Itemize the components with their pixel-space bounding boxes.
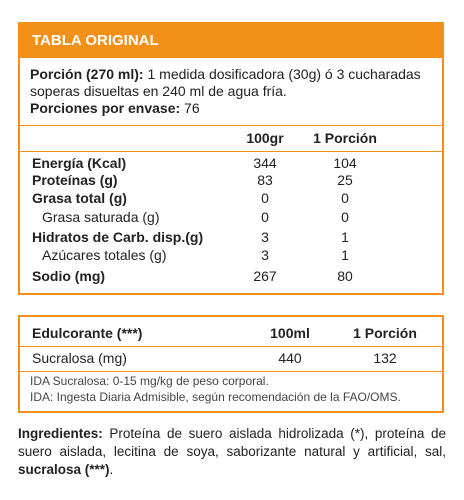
row-value-portion: 132 (373, 350, 397, 366)
row-value-portion: 104 (333, 155, 357, 171)
table-row (20, 190, 442, 207)
portion-info (30, 66, 434, 117)
col-portion: 1 Porción (313, 130, 377, 146)
row-label: Sucralosa (mg) (32, 350, 127, 366)
table-row (20, 350, 442, 367)
portion-label: Porción (270 ml): (30, 66, 144, 82)
row-value-100gr: 83 (257, 172, 273, 188)
row-label: Proteínas (g) (32, 172, 118, 188)
table-title: TABLA ORIGINAL (20, 24, 442, 58)
divider (20, 151, 442, 152)
sweetener-table (18, 315, 444, 413)
row-label: Grasa total (g) (32, 190, 127, 206)
table-row (20, 209, 442, 226)
row-label: Azúcares totales (g) (42, 247, 167, 263)
row-value-portion: 0 (341, 190, 349, 206)
nutrition-table (18, 22, 444, 295)
portion-text: 1 medida dosificadora (30g) ó 3 cucharadas soperas disueltas en 240 ml de agua fría. (30, 66, 421, 99)
row-value-100gr: 3 (261, 229, 269, 245)
table-row (20, 155, 442, 172)
row-label: Sodio (mg) (32, 268, 106, 284)
row-value-portion: 1 (341, 229, 349, 245)
row-label: Energía (Kcal) (32, 155, 127, 171)
sweetener-label: Edulcorante (***) (32, 325, 143, 341)
col-portion: 1 Porción (353, 325, 417, 341)
row-value-portion: 1 (341, 247, 349, 263)
row-value-100ml: 440 (278, 350, 302, 366)
table-row (20, 172, 442, 189)
row-value-100gr: 0 (261, 190, 269, 206)
column-header-row (20, 130, 442, 147)
divider (20, 371, 442, 372)
row-value-portion: 0 (341, 209, 349, 225)
col-100ml: 100ml (270, 325, 310, 341)
divider (20, 346, 442, 347)
servings-value: 76 (180, 100, 200, 116)
row-value-100gr: 267 (253, 268, 277, 284)
row-value-portion: 25 (337, 172, 353, 188)
row-value-100gr: 0 (261, 209, 269, 225)
ida-definition: IDA: Ingesta Diaria Admisible, según recomendación de la FAO/OMS. (30, 390, 401, 404)
row-value-portion: 80 (337, 268, 353, 284)
ingredients-label: Ingredientes: (18, 426, 103, 441)
row-label: Grasa saturada (g) (42, 209, 160, 225)
ingredients-end: . (109, 462, 114, 477)
ingredients-text: Proteína de suero aislada hidrolizada (*), proteína de suero aislada, lecitina de soya, saborizante natural y artificial, sal, (18, 426, 446, 459)
col-100gr: 100gr (246, 130, 284, 146)
ida-note: IDA Sucralosa: 0-15 mg/kg de peso corporal. (30, 374, 269, 388)
row-label: Hidratos de Carb. disp.(g) (32, 229, 204, 245)
row-value-100gr: 3 (261, 247, 269, 263)
ingredients-bold-end: sucralosa (***) (18, 462, 110, 477)
servings-label: Porciones por envase: (30, 100, 181, 116)
row-value-100gr: 344 (253, 155, 277, 171)
table-row (20, 229, 442, 246)
ingredients (18, 425, 446, 479)
table-row (20, 268, 442, 285)
divider (20, 125, 442, 126)
sweetener-header-row (20, 325, 442, 342)
table-row (20, 247, 442, 264)
